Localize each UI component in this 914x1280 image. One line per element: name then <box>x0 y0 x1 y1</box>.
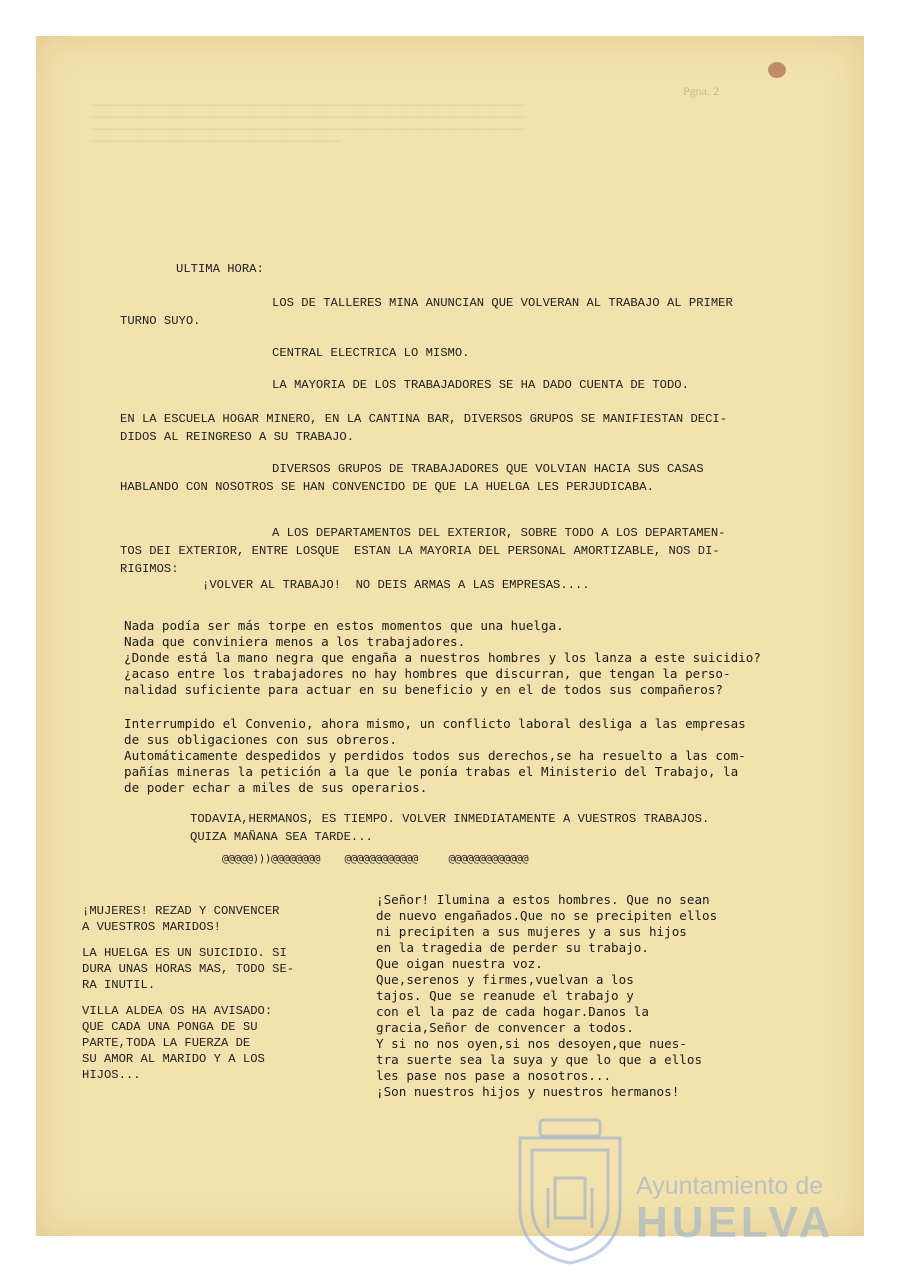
right-column-line: ni precipiten a sus mujeres y a sus hijos <box>376 924 687 939</box>
right-column-line: gracia,Señor de convencer a todos. <box>376 1020 634 1035</box>
news-line: DIDOS AL REINGRESO A SU TRABAJO. <box>120 430 355 444</box>
news-line: HABLANDO CON NOSOTROS SE HAN CONVENCIDO DE QUE LA HUELGA LES PERJUDICABA. <box>120 480 654 494</box>
left-column-line: RA INUTIL. <box>82 978 156 992</box>
body-line: Automáticamente despedidos y perdidos todos sus derechos,se ha resuelto a las com- <box>124 748 746 763</box>
left-column-line: QUE CADA UNA PONGA DE SU <box>82 1020 258 1034</box>
left-column-line: LA HUELGA ES UN SUICIDIO. SI <box>82 946 287 960</box>
right-column-line: ¡Señor! Ilumina a estos hombres. Que no sean <box>376 892 710 907</box>
right-column-line: Que,serenos y firmes,vuelvan a los <box>376 972 634 987</box>
news-line: A LOS DEPARTAMENTOS DEL EXTERIOR, SOBRE TODO A LOS DEPARTAMEN- <box>272 526 726 540</box>
news-line: TOS DEI EXTERIOR, ENTRE LOSQUE ESTAN LA MAYORIA DEL PERSONAL AMORTIZABLE, NOS DI- <box>120 544 720 558</box>
body-line: Nada que conviniera menos a los trabajadores. <box>124 634 466 649</box>
left-column-line: VILLA ALDEA OS HA AVISADO: <box>82 1004 273 1018</box>
right-column-line: Y si no nos oyen,si nos desoyen,que nues- <box>376 1036 687 1051</box>
watermark-text: HUELVA <box>636 1198 835 1247</box>
right-column-line: de nuevo engañados.Que no se precipiten ellos <box>376 908 718 923</box>
body-line: pañías mineras la petición a la que le ponía trabas el Ministerio del Trabajo, la <box>124 764 739 779</box>
news-line: TURNO SUYO. <box>120 314 201 328</box>
news-line: LOS DE TALLERES MINA ANUNCIAN QUE VOLVERAN AL TRABAJO AL PRIMER <box>272 296 733 310</box>
right-column-line: con el la paz de cada hogar.Danos la <box>376 1004 649 1019</box>
news-line: CENTRAL ELECTRICA LO MISMO. <box>272 346 470 360</box>
left-column-line: DURA UNAS HORAS MAS, TODO SE- <box>82 962 295 976</box>
separator: @@@@@)))@@@@@@@@ @@@@@@@@@@@@ @@@@@@@@@@@@@ <box>222 852 529 865</box>
left-column-line: PARTE,TODA LA FUERZA DE <box>82 1036 251 1050</box>
page-number: Pgna. 2 <box>683 84 719 98</box>
news-line: ¡VOLVER AL TRABAJO! NO DEIS ARMAS A LAS EMPRESAS.... <box>202 578 590 592</box>
left-column-line: SU AMOR AL MARIDO Y A LOS <box>82 1052 265 1066</box>
right-column-line: tajos. Que se reanude el trabajo y <box>376 988 634 1003</box>
ink-stain <box>768 62 786 78</box>
right-column-line: les pase nos pase a nosotros... <box>376 1068 612 1083</box>
news-line: EN LA ESCUELA HOGAR MINERO, EN LA CANTINA BAR, DIVERSOS GRUPOS SE MANIFIESTAN DECI- <box>120 412 728 426</box>
right-column-line: Que oigan nuestra voz. <box>376 956 543 971</box>
right-column-line: tra suerte sea la suya y que lo que a ellos <box>376 1052 703 1067</box>
news-line: LA MAYORIA DE LOS TRABAJADORES SE HA DADO CUENTA DE TODO. <box>272 378 689 392</box>
body-line: de sus obligaciones con sus obreros. <box>124 732 397 747</box>
right-column-line: en la tragedia de perder su trabajo. <box>376 940 649 955</box>
appeal-line: QUIZA MAÑANA SEA TARDE... <box>190 830 373 844</box>
show-through-text: —————————————————————————————————————————————————————————————————— —————————————————————————————————————————————————————————————————— —————————————————————————————————————————————————————————————————— —————————————————————————————————————— <box>90 100 526 148</box>
appeal-line: TODAVIA,HERMANOS, ES TIEMPO. VOLVER INMEDIATAMENTE A VUESTROS TRABAJOS. <box>190 812 710 826</box>
body-line: nalidad suficiente para actuar en su beneficio y en el de todos sus compañeros? <box>124 682 723 697</box>
body-line: Interrumpido el Convenio, ahora mismo, un conflicto laboral desliga a las empresas <box>124 716 746 731</box>
news-line: RIGIMOS: <box>120 562 179 576</box>
header-title: ULTIMA HORA: <box>176 262 264 276</box>
news-line: DIVERSOS GRUPOS DE TRABAJADORES QUE VOLVIAN HACIA SUS CASAS <box>272 462 704 476</box>
body-line: ¿Donde está la mano negra que engaña a nuestros hombres y los lanza a este suicidio? <box>124 650 761 665</box>
watermark-text: Ayuntamiento de <box>636 1172 824 1200</box>
body-line: Nada podía ser más torpe en estos momentos que una huelga. <box>124 618 564 633</box>
body-line: ¿acaso entre los trabajadores no hay hombres que discurran, que tengan la perso- <box>124 666 731 681</box>
left-column-line: HIJOS... <box>82 1068 141 1082</box>
left-column-line: ¡MUJERES! REZAD Y CONVENCER <box>82 904 280 918</box>
right-column-line: ¡Son nuestros hijos y nuestros hermanos! <box>376 1084 680 1099</box>
left-column-line: A VUESTROS MARIDOS! <box>82 920 221 934</box>
body-line: de poder echar a miles de sus operarios. <box>124 780 428 795</box>
